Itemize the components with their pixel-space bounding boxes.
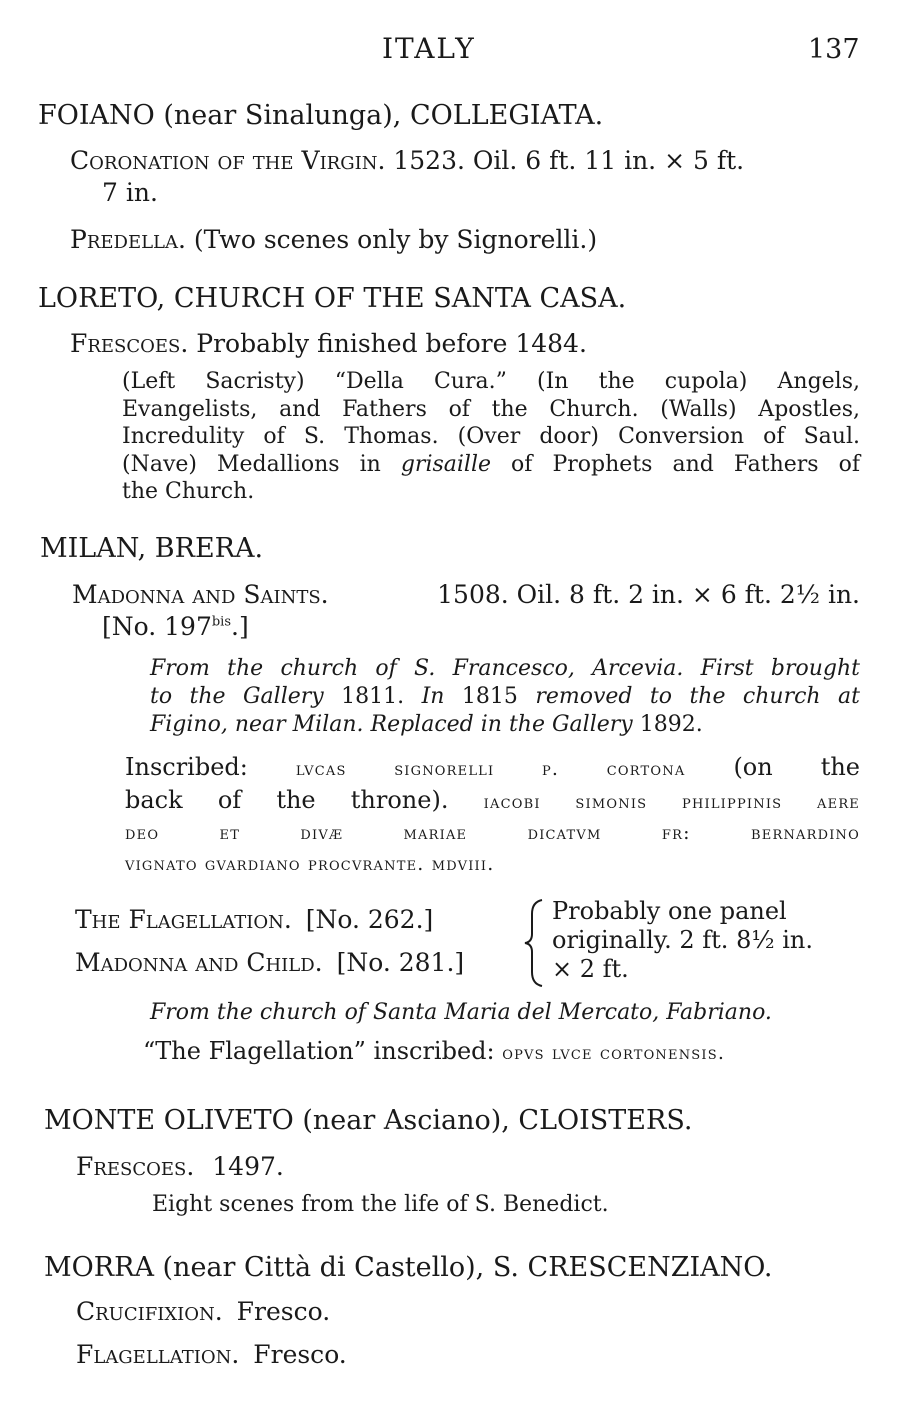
work-title: The Flagellation. — [75, 905, 292, 934]
work-title: Crucifixion. — [76, 1297, 223, 1326]
page-number: 137 — [808, 34, 860, 65]
work-title: Madonna and Child. — [75, 948, 323, 977]
flagellation-provenance: From the church of Santa Maria del Mercato, Fabriano. — [150, 1000, 772, 1025]
inscription-block: Inscribed: lvcas signorelli p. cortona (on the back of the throne). iacobi simonis philippinis aere deo et divæ mariae dicatvm fr: bernardino vignato gvardiano procvrante. mdviii. — [125, 753, 861, 875]
work-details: 1497. — [212, 1152, 284, 1181]
work-title: Madonna and Saints. — [72, 580, 329, 609]
note-line: Incredulity of S. Thomas. (Over door) Conversion of Saul. — [122, 424, 860, 449]
brace-path — [525, 900, 542, 986]
entry-coronation-cont: 7 in. — [102, 178, 158, 207]
catalogue-number: [No. 281.] — [336, 948, 465, 977]
work-details: 1523. Oil. 6 ft. 11 in. × 5 ft. — [393, 146, 745, 175]
work-title: Flagellation. — [76, 1340, 240, 1369]
catalogue-number: [No. 262.] — [305, 905, 434, 934]
note-line: the Church. — [122, 479, 255, 504]
work-title: Frescoes. — [76, 1152, 195, 1181]
work-title: Frescoes. — [70, 329, 189, 358]
monte-oliveto-note: Eight scenes from the life of S. Benedict. — [152, 1192, 609, 1217]
entry-coronation — [70, 146, 744, 175]
place-heading-loreto: LORETO, CHURCH OF THE SANTA CASA. — [38, 283, 627, 314]
entry-flagellation-morra — [76, 1340, 347, 1369]
running-head-title: ITALY — [382, 32, 476, 65]
work-details: Fresco. — [236, 1297, 331, 1326]
entry-crucifixion — [76, 1297, 330, 1326]
work-details: Probably finished before 1484. — [196, 329, 587, 358]
provenance-note: From the church of S. Francesco, Arcevia. First brought to the Gallery 1811. In 1815 removed to the church at Figino, near Milan. Replaced in the Gallery 1892. — [150, 656, 860, 737]
entry-madonna-saints — [72, 580, 860, 609]
note-line: (Nave) Medallions in grisaille of Prophets and Fathers of — [122, 451, 860, 477]
work-details: 1508. Oil. 8 ft. 2 in. × 6 ft. 2½ in. — [437, 580, 860, 609]
place-heading-monte-oliveto: MONTE OLIVETO (near Asciano), CLOISTERS. — [44, 1105, 693, 1136]
catalogue-number: [No. $197^{bis}$.] — [102, 612, 249, 641]
panel-note: Probably one panel originally. 2 ft. 8½ in. × 2 ft. — [552, 897, 813, 983]
work-title: Coronation of the Virgin. — [70, 146, 386, 175]
entry-predella — [70, 225, 597, 254]
place-heading-milan: MILAN, BRERA. — [40, 533, 264, 564]
note-line: Evangelists, and Fathers of the Church. (Walls) Apostles, — [122, 396, 860, 422]
flagellation-inscription: “The Flagellation” inscribed: opvs lvce cortonensis. — [143, 1037, 726, 1065]
place-heading-foiano: FOIANO (near Sinalunga), COLLEGIATA. — [38, 100, 604, 131]
work-title: Predella. — [70, 225, 186, 254]
place-heading-morra: MORRA (near Città di Castello), S. CRESCENZIANO. — [44, 1252, 773, 1283]
loreto-note — [122, 368, 860, 506]
entry-madonna-child — [75, 948, 464, 977]
entry-flagellation — [75, 905, 433, 934]
work-details: Fresco. — [253, 1340, 347, 1369]
note-line: (Left Sacristy) “Della Cura.” (In the cupola) Angels, — [122, 369, 860, 394]
work-details: (Two scenes only by Signorelli.) — [193, 225, 598, 254]
brace-symbol — [522, 898, 546, 988]
entry-frescoes-loreto — [70, 329, 587, 358]
entry-frescoes-monte-oliveto — [76, 1152, 284, 1181]
